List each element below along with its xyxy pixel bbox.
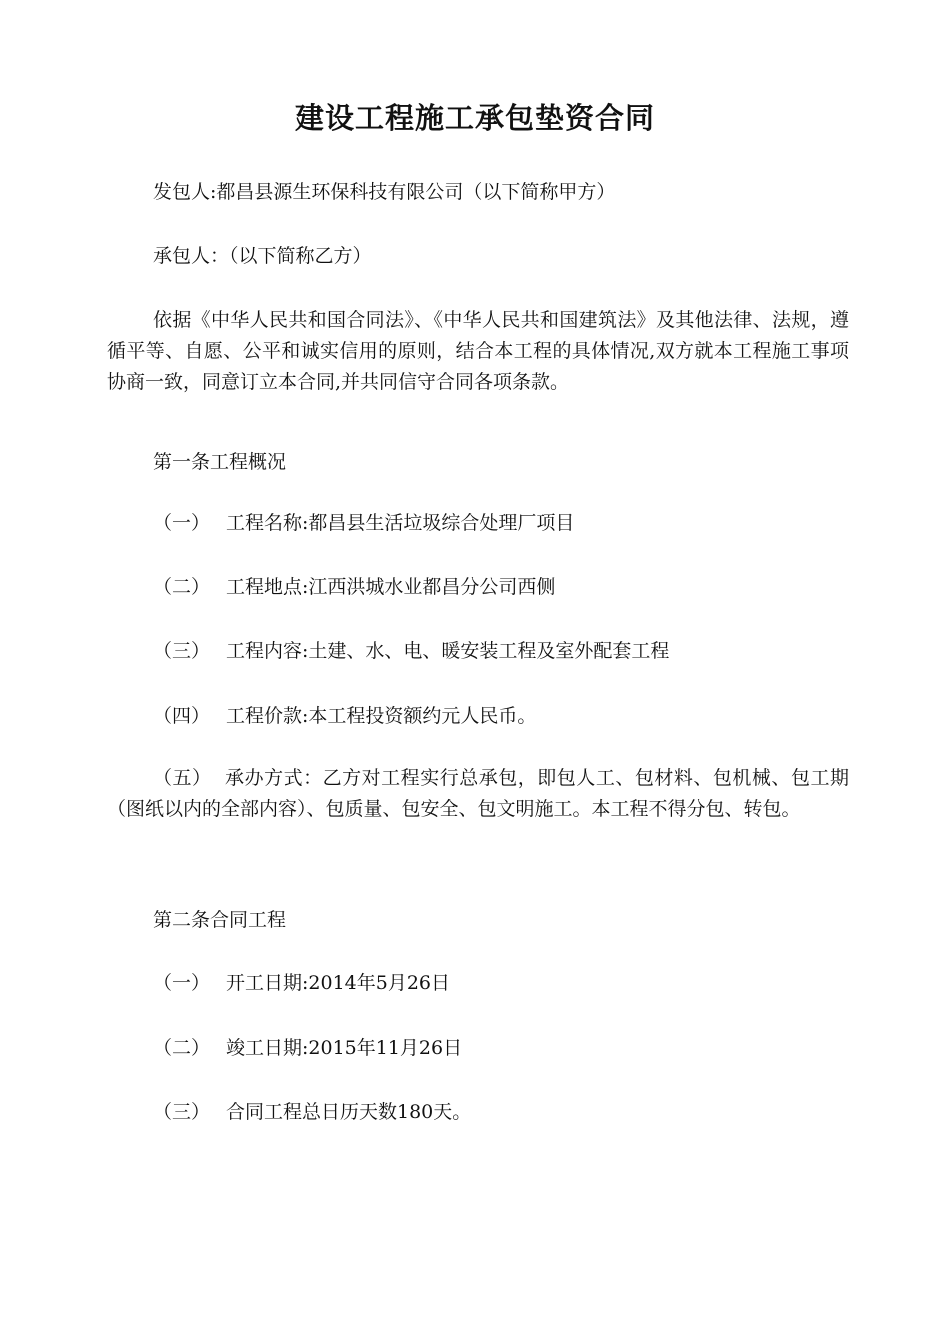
- article-1-item-1: [153, 508, 574, 538]
- item-number: （三）: [153, 1101, 211, 1123]
- item-text: 工程地点:江西洪城水业都昌分公司西侧: [226, 576, 556, 598]
- preamble-paragraph: 依据《中华人民共和国合同法》、《中华人民共和国建筑法》及其他法律、法规，遵循平等、自愿、公平和诚实信用的原则，结合本工程的具体情况,双方就本工程施工事项协商一致，同意订立本合同,并共同信守合同各项条款。: [107, 309, 849, 393]
- article-1-item-5: [107, 763, 849, 825]
- article-1-item-3: [153, 636, 669, 666]
- item-number: （三）: [153, 640, 211, 662]
- party-a-line: 发包人:都昌县源生环保科技有限公司（以下简称甲方）: [153, 181, 616, 203]
- article-2-item-2: [153, 1033, 462, 1063]
- article-1-item-2: [153, 572, 555, 602]
- article-1-item-4: [153, 701, 536, 731]
- item-number: （一）: [153, 512, 211, 534]
- item-number: （五）: [153, 767, 212, 789]
- document-title: 建设工程施工承包垫资合同: [294, 101, 655, 135]
- item-text: 开工日期:2014年5月26日: [226, 972, 451, 994]
- article-2-item-3: [153, 1097, 471, 1127]
- item-number: （四）: [153, 705, 211, 727]
- item-number: （一）: [153, 972, 211, 994]
- item-number: （二）: [153, 576, 211, 598]
- article-2-heading: 第二条合同工程: [153, 909, 287, 931]
- article-2-item-1: [153, 968, 450, 998]
- item-text: 工程名称:都昌县生活垃圾综合处理厂项目: [226, 512, 575, 534]
- item-text: 竣工日期:2015年11月26日: [226, 1037, 463, 1059]
- item-text: 工程内容:土建、水、电、暖安装工程及室外配套工程: [226, 640, 670, 662]
- item-text: 合同工程总日历天数180天。: [226, 1101, 472, 1123]
- item-number: （二）: [153, 1037, 211, 1059]
- article-1-heading: 第一条工程概况: [153, 451, 287, 473]
- item-text: 承办方式：乙方对工程实行总承包，即包人工、包材料、包机械、包工期 （图纸以内的全部内容）、包质量、包安全、包文明施工。本工程不得分包、转包。: [107, 767, 849, 820]
- item-text: 工程价款:本工程投资额约元人民币。: [226, 705, 537, 727]
- party-b-line: 承包人：（以下简称乙方）: [153, 245, 372, 267]
